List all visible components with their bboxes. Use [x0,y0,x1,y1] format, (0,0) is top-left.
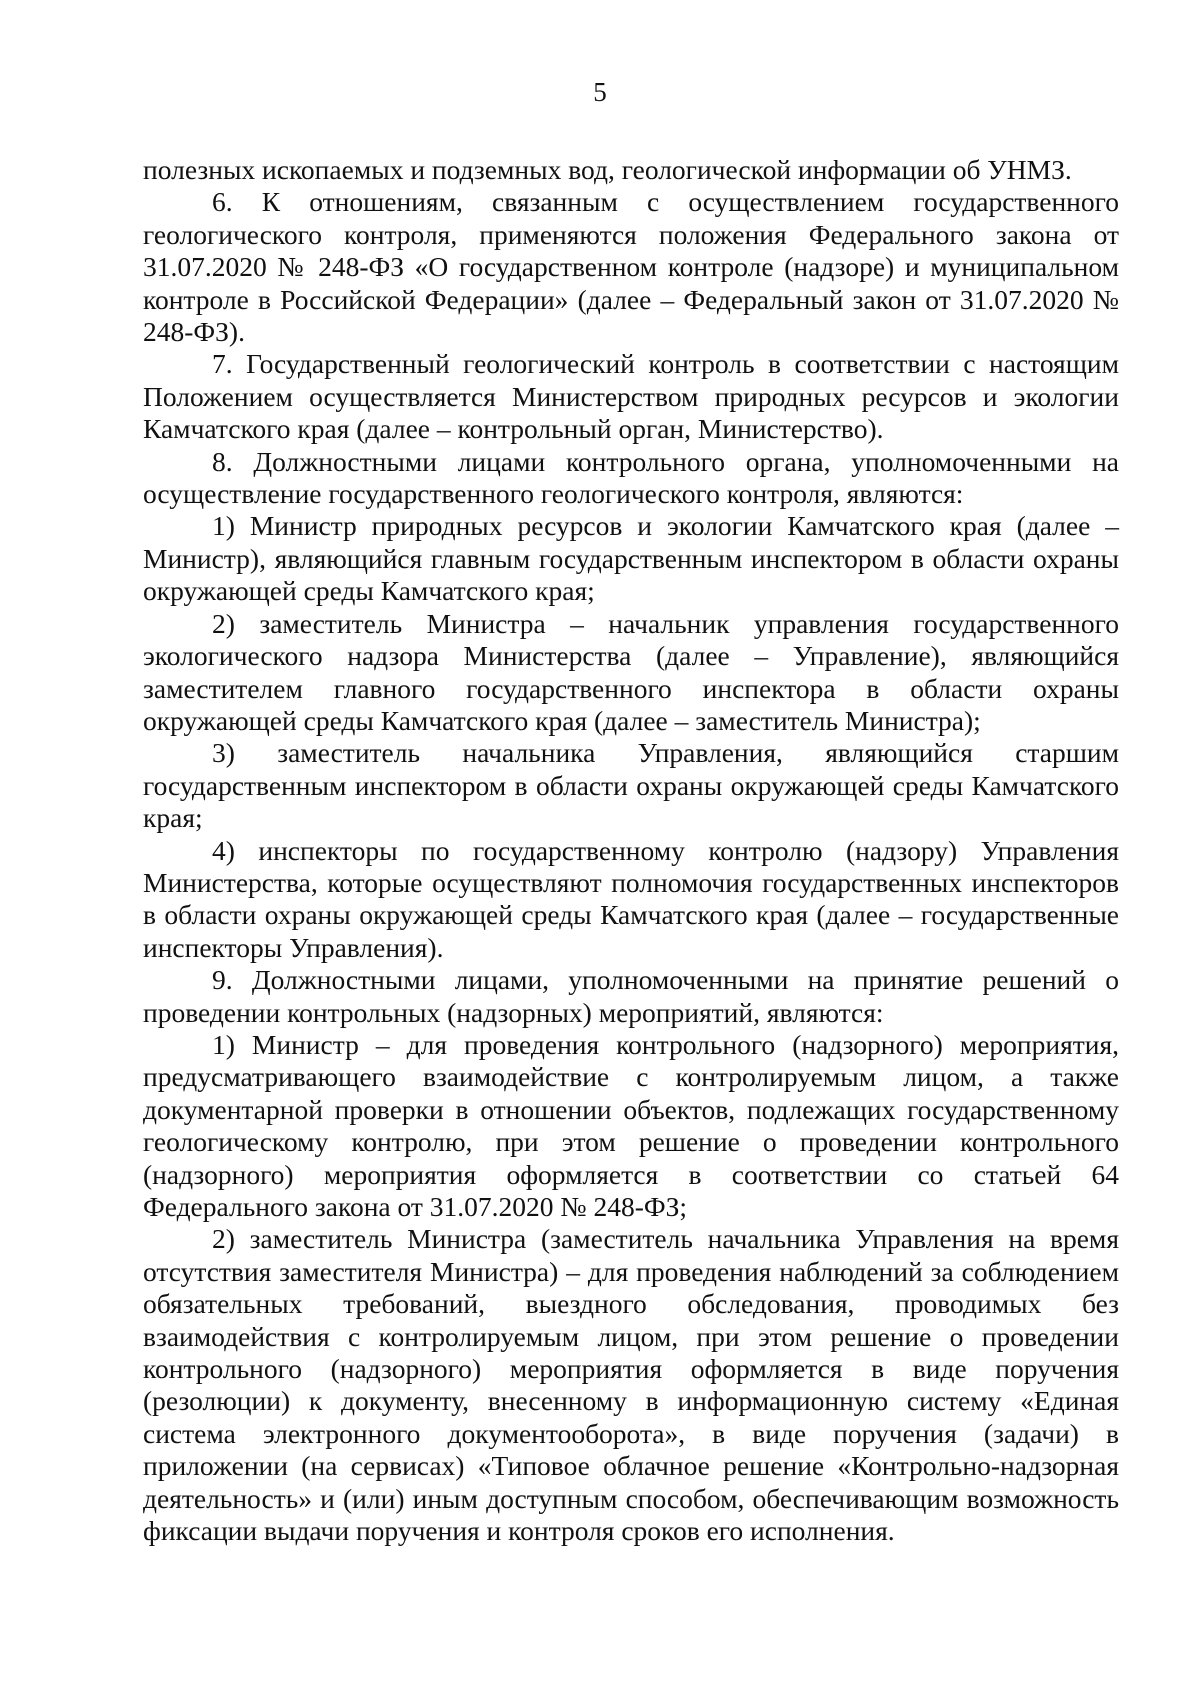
paragraph-8-item-4: 4) инспекторы по государственному контролю (надзору) Управления Министерства, которые осуществляют полномочия государственных инспекторов в области охраны окружающей среды Камчатского края (далее – государственные инспекторы Управления). [143,834,1119,963]
document-body [143,154,1119,1547]
paragraph-9: 9. Должностными лицами, уполномоченными на принятие решений о проведении контрольных (надзорных) мероприятий, являются: [143,964,1119,1028]
paragraph-9-item-2: 2) заместитель Министра (заместитель начальника Управления на время отсутствия заместителя Министра) – для проведения наблюдений за соблюдением обязательных требований, выездного обследования, проводимых без взаимодействия с контролируемым лицом, при этом решение о проведении контрольного (надзорного) мероприятия оформляется в виде поручения (резолюции) к документу, внесенному в информационную систему «Единая система электронного документооборота», в виде поручения (задачи) в приложении (на сервисах) «Типовое облачное решение «Контрольно-надзорная деятельность» и (или) иным доступным способом, обеспечивающим возможность фиксации выдачи поручения и контроля сроков его исполнения. [143,1223,1119,1547]
paragraph-8-item-2: 2) заместитель Министра – начальник управления государственного экологического надзора Министерства (далее – Управление), являющийся заместителем главного государственного инспектора в области охраны окружающей среды Камчатского края (далее – заместитель Министра); [143,607,1119,736]
paragraph-8: 8. Должностными лицами контрольного органа, уполномоченными на осуществление государственного геологического контроля, являются: [143,445,1119,510]
paragraph-continuation: полезных ископаемых и подземных вод, геологической информации об УНМЗ. [143,154,1072,185]
page-number: 5 [593,77,607,107]
paragraph-8-item-1: 1) Министр природных ресурсов и экологии Камчатского края (далее – Министр), являющийся главным государственным инспектором в области охраны окружающей среды Камчатского края; [143,510,1119,607]
paragraph-7: 7. Государственный геологический контроль в соответствии с настоящим Положением осуществляется Министерством природных ресурсов и экологии Камчатского края (далее – контрольный орган, Министерство). [143,348,1119,445]
paragraph-9-item-1: 1) Министр – для проведения контрольного (надзорного) мероприятия, предусматривающего взаимодействие с контролируемым лицом, а также документарной проверки в отношении объектов, подлежащих государственному геологическому контролю, при этом решение о проведении контрольного (надзорного) мероприятия оформляется в соответствии со статьей 64 Федерального закона от 31.07.2020 № 248-ФЗ; [143,1028,1119,1222]
paragraph-6: 6. К отношениям, связанным с осуществлением государственного геологического контроля, применяются положения Федерального закона от 31.07.2020 № 248-ФЗ «О государственном контроле (надзоре) и муниципальном контроле в Российской Федерации» (далее – Федеральный закон от 31.07.2020 № 248-ФЗ). [143,186,1119,348]
paragraph-8-item-3: 3) заместитель начальника Управления, являющийся старшим государственным инспектором в области охраны окружающей среды Камчатского края; [143,737,1119,834]
